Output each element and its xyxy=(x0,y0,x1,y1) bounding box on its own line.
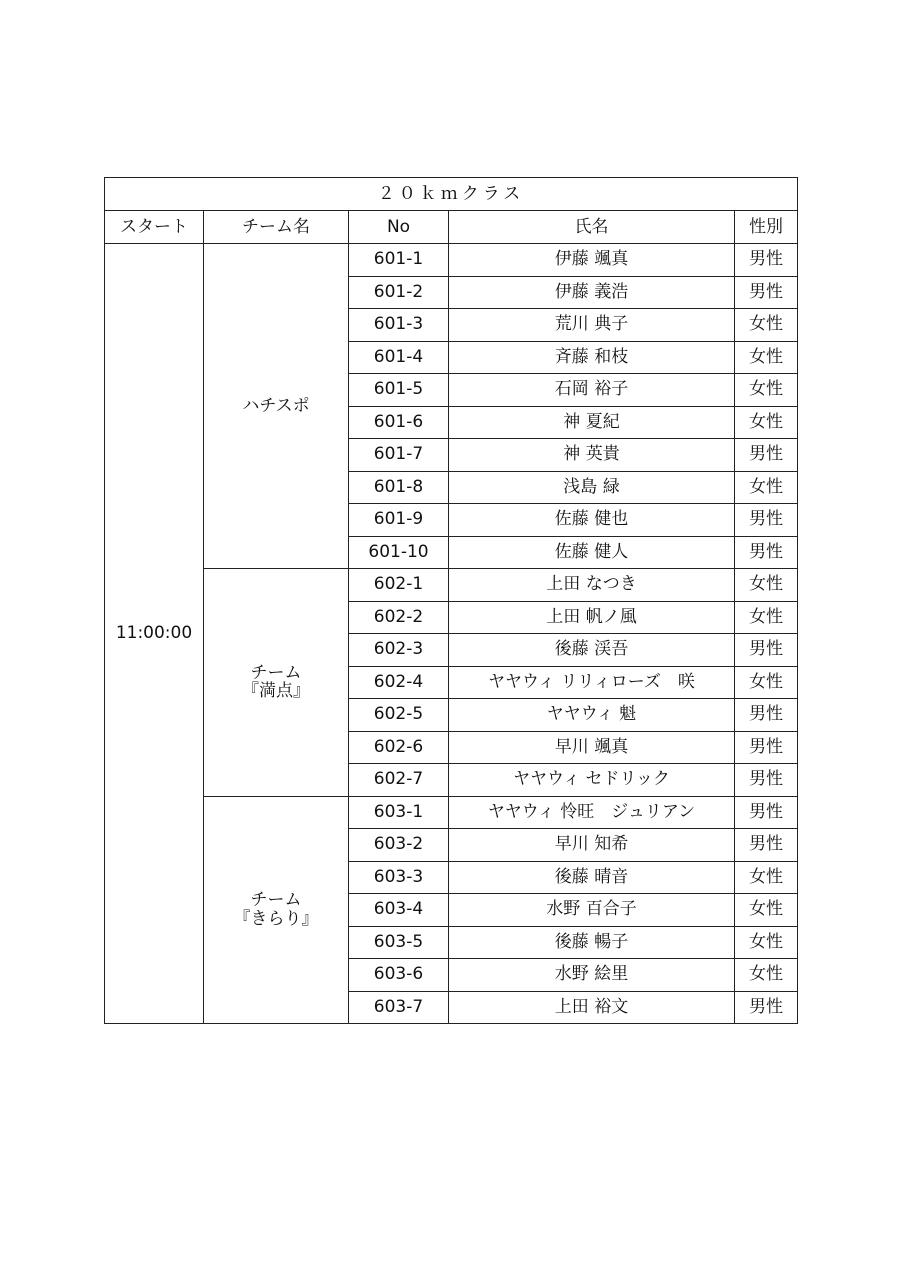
gender-cell: 男性 xyxy=(735,244,798,277)
bib-number-cell: 601-7 xyxy=(349,439,449,472)
bib-number-cell: 603-6 xyxy=(349,959,449,992)
gender-cell: 女性 xyxy=(735,926,798,959)
bib-number-cell: 603-7 xyxy=(349,991,449,1024)
bib-number-cell: 601-8 xyxy=(349,471,449,504)
bib-number-cell: 603-2 xyxy=(349,829,449,862)
gender-cell: 男性 xyxy=(735,731,798,764)
gender-cell: 男性 xyxy=(735,276,798,309)
runner-name-cell: 水野 百合子 xyxy=(449,894,735,927)
bib-number-cell: 601-3 xyxy=(349,309,449,342)
runner-name-cell: 上田 帆ノ風 xyxy=(449,601,735,634)
runner-name-cell: ヤヤウィ セドリック xyxy=(449,764,735,797)
bib-number-cell: 601-4 xyxy=(349,341,449,374)
runner-name-cell: 後藤 晴音 xyxy=(449,861,735,894)
header-row xyxy=(105,211,798,244)
header-no: No xyxy=(349,211,449,244)
runner-name-cell: 神 英貴 xyxy=(449,439,735,472)
runner-name-cell: ヤヤウィ 怜旺 ジュリアン xyxy=(449,796,735,829)
header-team: チーム名 xyxy=(204,211,349,244)
bib-number-cell: 601-1 xyxy=(349,244,449,277)
runner-name-cell: 水野 絵里 xyxy=(449,959,735,992)
bib-number-cell: 602-3 xyxy=(349,634,449,667)
runner-name-cell: 上田 なつき xyxy=(449,569,735,602)
bib-number-cell: 601-6 xyxy=(349,406,449,439)
runner-name-cell: 早川 知希 xyxy=(449,829,735,862)
team-name-line: ハチスポ xyxy=(242,395,310,416)
bib-number-cell: 603-4 xyxy=(349,894,449,927)
bib-number-cell: 603-3 xyxy=(349,861,449,894)
roster-table xyxy=(104,177,798,1024)
runner-name-cell: 荒川 典子 xyxy=(449,309,735,342)
table-row xyxy=(105,569,798,602)
bib-number-cell: 601-5 xyxy=(349,374,449,407)
table-row xyxy=(105,244,798,277)
runner-name-cell: 後藤 暢子 xyxy=(449,926,735,959)
runner-name-cell: 石岡 裕子 xyxy=(449,374,735,407)
gender-cell: 男性 xyxy=(735,536,798,569)
bib-number-cell: 602-4 xyxy=(349,666,449,699)
header-name: 氏名 xyxy=(449,211,735,244)
gender-cell: 男性 xyxy=(735,439,798,472)
runner-name-cell: 後藤 渓吾 xyxy=(449,634,735,667)
header-start: スタート xyxy=(105,211,204,244)
team-name-cell xyxy=(204,796,349,1024)
runner-name-cell: 佐藤 健也 xyxy=(449,504,735,537)
team-name-line: チーム xyxy=(250,662,302,683)
gender-cell: 女性 xyxy=(735,959,798,992)
gender-cell: 女性 xyxy=(735,601,798,634)
bib-number-cell: 601-10 xyxy=(349,536,449,569)
gender-cell: 男性 xyxy=(735,991,798,1024)
gender-cell: 女性 xyxy=(735,406,798,439)
runner-name-cell: ヤヤウィ リリィローズ 咲 xyxy=(449,666,735,699)
bib-number-cell: 601-9 xyxy=(349,504,449,537)
gender-cell: 女性 xyxy=(735,569,798,602)
bib-number-cell: 603-5 xyxy=(349,926,449,959)
title-row xyxy=(105,178,798,211)
bib-number-cell: 602-5 xyxy=(349,699,449,732)
runner-name-cell: 神 夏紀 xyxy=(449,406,735,439)
gender-cell: 女性 xyxy=(735,861,798,894)
bib-number-cell: 602-2 xyxy=(349,601,449,634)
bib-number-cell: 602-6 xyxy=(349,731,449,764)
gender-cell: 女性 xyxy=(735,374,798,407)
table-row xyxy=(105,796,798,829)
gender-cell: 男性 xyxy=(735,504,798,537)
team-name-line: 『満点』 xyxy=(242,681,310,702)
class-title: ２０ｋｍクラス xyxy=(105,178,798,211)
runner-name-cell: 伊藤 颯真 xyxy=(449,244,735,277)
runner-name-cell: 早川 颯真 xyxy=(449,731,735,764)
gender-cell: 女性 xyxy=(735,666,798,699)
gender-cell: 女性 xyxy=(735,341,798,374)
team-name-cell xyxy=(204,569,349,797)
bib-number-cell: 601-2 xyxy=(349,276,449,309)
team-name-line: 『きらり』 xyxy=(233,908,319,929)
runner-name-cell: 斉藤 和枝 xyxy=(449,341,735,374)
team-name-cell xyxy=(204,244,349,569)
runner-name-cell: 上田 裕文 xyxy=(449,991,735,1024)
gender-cell: 女性 xyxy=(735,471,798,504)
runner-name-cell: 浅島 緑 xyxy=(449,471,735,504)
bib-number-cell: 602-7 xyxy=(349,764,449,797)
bib-number-cell: 603-1 xyxy=(349,796,449,829)
runner-name-cell: 佐藤 健人 xyxy=(449,536,735,569)
gender-cell: 男性 xyxy=(735,699,798,732)
gender-cell: 男性 xyxy=(735,634,798,667)
start-time-cell: 11:00:00 xyxy=(105,244,204,1024)
header-gender: 性別 xyxy=(735,211,798,244)
bib-number-cell: 602-1 xyxy=(349,569,449,602)
gender-cell: 男性 xyxy=(735,829,798,862)
runner-name-cell: ヤヤウィ 魁 xyxy=(449,699,735,732)
team-name-line: チーム xyxy=(250,890,302,911)
gender-cell: 女性 xyxy=(735,309,798,342)
gender-cell: 男性 xyxy=(735,796,798,829)
gender-cell: 女性 xyxy=(735,894,798,927)
gender-cell: 男性 xyxy=(735,764,798,797)
runner-name-cell: 伊藤 義浩 xyxy=(449,276,735,309)
